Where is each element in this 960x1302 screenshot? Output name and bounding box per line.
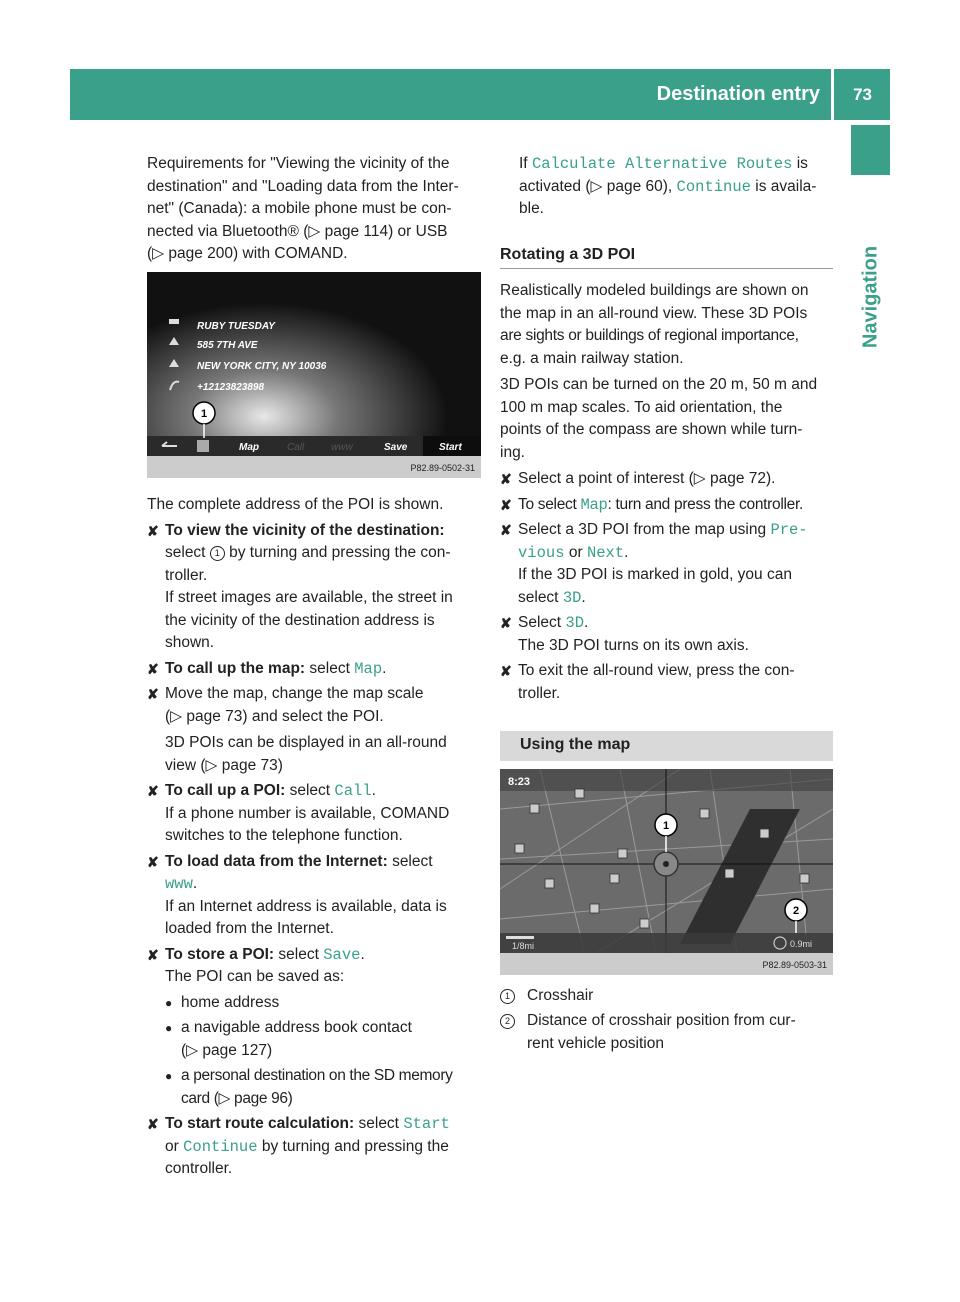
car-icon: [169, 319, 179, 324]
step-text: or: [165, 1137, 179, 1155]
step-call-poi: ✘ To call up a POI: select Call. If a phone number is available, COMAND switches to the telephone function.: [147, 782, 450, 844]
para-line: points of the compass are shown while turn-: [500, 421, 803, 438]
legend-item: 1 Crosshair: [500, 984, 840, 1007]
bullet-icon: ●: [165, 995, 173, 1010]
step-text: by turning and pressing the con-: [229, 544, 451, 561]
para-line: e.g. a main railway station.: [500, 349, 684, 367]
step-marker-icon: ✘: [147, 853, 159, 870]
step-marker-icon: ✘: [147, 686, 159, 702]
code-next: Next: [586, 543, 625, 562]
menu-www: www: [331, 442, 353, 453]
step-marker-icon: ✘: [500, 663, 512, 679]
step-title: To load data from the Internet:: [165, 852, 388, 870]
svg-text:1: 1: [662, 820, 670, 832]
para-line: are sights or buildings of regional importance,: [500, 327, 799, 344]
poi-screen-image: [147, 272, 481, 478]
step-marker-icon: ✘: [147, 522, 159, 539]
page-header: [70, 69, 890, 120]
step-title: To call up the map:: [165, 659, 306, 677]
list-item: ● home address: [147, 992, 487, 1015]
intro-line: destination" and "Loading data from the Inter-: [147, 177, 459, 195]
step-marker-icon: ✘: [500, 615, 512, 631]
side-tab-label: Navigation: [859, 245, 881, 349]
para-line: the map in an all-round view. These 3D POIs: [500, 304, 808, 322]
bullet-icon: ●: [165, 1069, 172, 1083]
step-select-map: ✘ To select Map: turn and press the controller.: [500, 494, 840, 517]
page-number: 73: [853, 85, 872, 104]
step-note: switches to the telephone function.: [165, 827, 403, 844]
step-title: To start route calculation:: [165, 1115, 355, 1132]
poi-phone: +12123823898: [197, 382, 265, 393]
header-separator: [831, 69, 834, 120]
intro-line: net" (Canada): a mobile phone must be con-: [147, 200, 452, 217]
section-bar-using-map: [500, 731, 833, 761]
para-line: Realistically modeled buildings are shown on: [500, 282, 809, 299]
bullet-icon: ●: [165, 1021, 173, 1035]
map-distance: 0.9mi: [790, 939, 813, 949]
side-tab-marker: [851, 125, 890, 175]
code-map: Map: [580, 495, 608, 514]
scale-bar: [506, 936, 534, 939]
code-call: Call: [334, 782, 372, 800]
step-text: troller.: [165, 566, 208, 584]
map-legend: [500, 984, 840, 1057]
code-calculate-routes: Calculate Alternative Routes: [531, 155, 793, 173]
svg-text:1: 1: [200, 408, 208, 420]
step-text: select: [392, 852, 433, 870]
step-marker-icon: ✘: [147, 660, 159, 677]
step-select-3d: ✘ Select 3D. The 3D POI turns on its own axis.: [500, 614, 749, 654]
step-view-vicinity: [147, 520, 487, 655]
step-store-poi: ✘ To store a POI: select Save. The POI can be saved as:: [147, 945, 365, 985]
step-note: view (▷ page 73): [165, 756, 283, 774]
step-select-3d-poi: ✘ Select a 3D POI from the map using Pre‐ vious or Next. If the 3D POI is marked in gold, you can select 3D.: [500, 521, 808, 607]
text: If: [519, 155, 528, 172]
step-note: 3D POIs can be displayed in an all-round: [165, 734, 447, 751]
para-line: ing.: [500, 443, 525, 461]
intro-line: nected via Bluetooth® (▷ page 114) or USB: [147, 222, 448, 240]
step-marker-icon: ✘: [500, 496, 512, 513]
poi-menu-icon: [197, 440, 209, 452]
code-save: Save: [323, 945, 361, 964]
poi-street: 585 7TH AVE: [197, 340, 258, 351]
step-title: To call up a POI:: [165, 782, 286, 799]
callout-1-icon: 1: [500, 989, 515, 1004]
step-call-map: ✘ To call up the map: select Map.: [147, 658, 487, 681]
step-select-poi: ✘ Select a point of interest (▷ page 72).: [500, 468, 840, 491]
right-intro: [519, 153, 839, 221]
image-code: P82.89-0502-31: [410, 463, 475, 473]
code-www: www: [165, 875, 193, 893]
step-title: To view the vicinity of the destination:: [165, 521, 445, 539]
step-marker-icon: ✘: [147, 946, 159, 963]
step-text: select: [358, 1115, 399, 1132]
menu-start: Start: [439, 442, 462, 453]
step-move-map: [147, 683, 487, 777]
menu-save: Save: [384, 442, 408, 453]
step-text: select: [309, 659, 350, 677]
right-body: [500, 280, 840, 708]
legend-item: 2 Distance of crosshair position from cur- rent vehicle position: [500, 1009, 840, 1055]
step-marker-icon: ✘: [500, 471, 512, 487]
text: activated (▷ page 60),: [519, 177, 673, 195]
step-text: select: [165, 544, 206, 561]
after-image-text: The complete address of the POI is shown.: [147, 496, 444, 513]
step-note: If an Internet address is available, data is: [165, 897, 447, 915]
list-item: ● a navigable address book contact (▷ page 127): [165, 1019, 412, 1059]
poi-screen-svg: [147, 272, 481, 478]
menu-call: Call: [287, 442, 305, 453]
step-exit-view: ✘ To exit the all-round view, press the con- troller.: [500, 662, 795, 702]
image-code: P82.89-0503-31: [762, 960, 827, 970]
callout-2-icon: 2: [500, 1014, 515, 1029]
code-3d: 3D: [562, 588, 582, 607]
step-text: Move the map, change the map scale: [165, 685, 424, 702]
map-time: 8:23: [508, 776, 531, 788]
code-previous: Pre‐: [770, 521, 808, 539]
step-text: select: [289, 782, 331, 799]
step-text: by turning and pressing the: [261, 1137, 449, 1155]
code-3d: 3D: [565, 614, 585, 632]
callout-1-icon: 1: [210, 546, 225, 561]
step-load-internet: ✘ To load data from the Internet: select www. If an Internet address is available, data is loaded from the Internet.: [147, 852, 447, 937]
step-text: select: [278, 945, 319, 963]
text: is availa-: [755, 177, 817, 195]
step-note: the vicinity of the destination address is: [165, 611, 435, 629]
code-map: Map: [354, 659, 383, 678]
step-note: shown.: [165, 634, 215, 651]
step-start-route: [147, 1113, 487, 1181]
left-intro: [147, 153, 487, 266]
section-heading-3d: Rotating a 3D POI: [500, 246, 636, 263]
map-scale: 1/8mi: [512, 941, 535, 951]
intro-line: Requirements for "Viewing the vicinity of the: [147, 155, 450, 172]
text: ble.: [519, 200, 544, 217]
list-item: ● a personal destination on the SD memory card (▷ page 96): [165, 1067, 453, 1107]
step-note: If street images are available, the street in: [165, 589, 453, 606]
code-continue: Continue: [676, 177, 751, 196]
menu-map: Map: [239, 442, 259, 453]
left-steps: [147, 494, 487, 1184]
step-note: The POI can be saved as:: [165, 968, 345, 985]
step-marker-icon: ✘: [147, 1116, 159, 1132]
code-start: Start: [403, 1115, 450, 1133]
text: is: [796, 155, 808, 172]
heading-rule: [500, 268, 833, 269]
step-title: To store a POI:: [165, 945, 275, 963]
step-text: (▷ page 73) and select the POI.: [165, 707, 384, 725]
poi-city: NEW YORK CITY, NY 10036: [197, 361, 327, 372]
code-continue: Continue: [183, 1137, 258, 1156]
para-line: 3D POIs can be turned on the 20 m, 50 m and: [500, 376, 818, 393]
step-note: loaded from the Internet.: [165, 920, 334, 937]
para-line: 100 m map scales. To aid orientation, the: [500, 398, 783, 416]
step-note: If a phone number is available, COMAND: [165, 804, 450, 822]
header-title: Destination entry: [656, 83, 820, 105]
step-marker-icon: ✘: [500, 522, 512, 538]
step-text: controller.: [165, 1160, 233, 1177]
map-screen-image: [500, 769, 833, 975]
intro-line: (▷ page 200) with COMAND.: [147, 245, 348, 262]
section-title: Using the map: [520, 736, 631, 753]
step-marker-icon: ✘: [147, 783, 159, 799]
map-svg: [500, 769, 833, 975]
svg-text:2: 2: [792, 905, 800, 917]
poi-name: RUBY TUESDAY: [197, 321, 275, 332]
